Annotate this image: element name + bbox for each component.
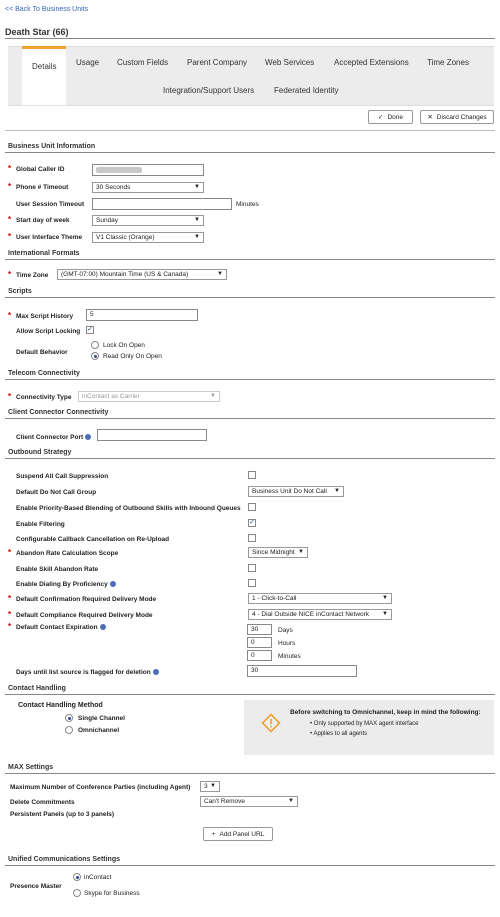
add-panel-url-button[interactable] [203,827,273,841]
connectivity-type-select[interactable] [78,391,220,402]
section-heading-max: MAX Settings [8,764,54,771]
skill-abandon-label: Enable Skill Abandon Rate [16,566,99,573]
session-timeout-input[interactable] [92,198,232,210]
abandon-scope-select[interactable] [248,547,308,558]
info-icon[interactable] [153,669,159,675]
phone-timeout-select[interactable] [92,182,204,193]
incontact-radio[interactable] [73,873,81,881]
start-day-label: Start day of week [16,217,70,224]
phone-timeout-value: 30 Seconds [96,184,131,191]
chevron-down-icon: ▼ [210,393,216,399]
presence-master-label: Presence Master [10,883,62,890]
section-heading-international: International Formats [8,250,80,257]
dialing-proficiency-label [16,581,116,588]
section-heading-outbound: Outbound Strategy [8,449,72,456]
days-label: Days [278,627,293,634]
required-marker: * [8,270,12,279]
persistent-panels-label: Persistent Panels (up to 3 panels) [10,811,115,818]
section-divider [5,865,495,866]
chevron-down-icon: ▼ [194,234,200,240]
page-title: Death Star (66) [5,27,69,37]
skype-label: Skype for Business [84,890,140,897]
note-item-text: Only supported by MAX agent interface [313,721,419,727]
section-divider [5,152,495,153]
compliance-mode-select[interactable] [248,609,392,620]
skype-radio[interactable] [73,889,81,897]
tab-usage[interactable]: Usage [76,58,100,67]
section-divider [5,259,495,260]
redacted-value [96,167,142,173]
info-icon[interactable] [100,624,106,630]
read-only-on-open-label: Read Only On Open [103,353,162,360]
section-heading-uc: Unified Communications Settings [8,856,121,863]
list-source-text: Days until list source is flagged for deletion [16,669,151,676]
chevron-down-icon: ▼ [194,184,200,190]
section-divider [5,297,495,298]
client-connector-port-input[interactable] [97,429,207,441]
read-only-on-open-radio[interactable] [91,352,99,360]
abandon-scope-value: Since Midnight [252,549,295,556]
done-button[interactable]: ✓ Done [368,110,413,124]
dialing-proficiency-checkbox[interactable] [248,579,256,587]
chevron-down-icon: ▼ [382,611,388,617]
info-icon[interactable] [85,434,91,440]
conference-parties-value: 3 [204,783,208,790]
client-connector-port-label [16,434,91,441]
tab-custom-fields[interactable]: Custom Fields [117,58,169,67]
enable-filtering-checkbox[interactable]: ✓ [249,519,255,526]
omnichannel-label: Omnichannel [78,727,120,734]
phone-timeout-label: Phone # Timeout [16,184,69,191]
confirm-mode-value: 1 - Click-to-Call [252,595,297,602]
info-icon[interactable] [110,581,116,587]
required-marker: * [8,164,12,173]
close-icon: ✕ [427,114,433,121]
dnc-group-select[interactable] [248,486,344,497]
section-divider [5,773,495,774]
section-heading-contact-handling: Contact Handling [8,685,66,692]
max-script-history-input[interactable]: 5 [86,309,198,321]
section-heading-business-unit: Business Unit Information [8,143,96,150]
suspend-suppression-label: Suspend All Call Suppression [16,473,109,480]
plus-icon: + [211,830,216,838]
tab-time-zones[interactable]: Time Zones [427,58,469,67]
required-marker: * [8,311,12,320]
abandon-scope-label: Abandon Rate Calculation Scope [16,550,119,557]
back-link[interactable]: << Back To Business Units [5,6,89,13]
suspend-suppression-checkbox[interactable] [248,471,256,479]
section-divider [5,694,495,695]
delete-commitments-value: Can't Remove [204,798,245,805]
discard-changes-button[interactable]: ✕ Discard Changes [420,110,494,124]
note-title: Before switching to Omnichannel, keep in mind the following: [290,709,481,716]
allow-script-locking-label: Allow Script Locking [16,328,81,335]
expiration-minutes-input[interactable]: 0 [247,650,272,661]
tab-details[interactable]: Details [22,46,66,105]
priority-blending-checkbox[interactable] [248,503,256,511]
chevron-down-icon: ▼ [210,783,216,789]
conference-parties-label: Maximum Number of Conference Parties (including Agent) [10,784,191,791]
required-marker: * [8,622,12,631]
hours-label: Hours [278,640,296,647]
compliance-mode-value: 4 - Dial Outside NICE inContact Network [252,611,370,618]
lock-on-open-label: Lock On Open [103,342,145,349]
required-marker: * [8,215,12,224]
start-day-value: Sunday [96,217,119,224]
connectivity-type-value: inContact as Carrier [82,393,140,400]
add-panel-url-label: Add Panel URL [219,830,265,838]
session-timeout-unit: Minutes [236,201,259,208]
required-marker: * [8,610,12,619]
connectivity-type-label: Connectivity Type [16,394,72,401]
section-heading-client-connector: Client Connector Connectivity [8,409,109,416]
global-caller-id-input[interactable] [92,164,204,176]
time-zone-label: Time Zone [16,272,49,279]
list-source-input[interactable]: 30 [247,665,357,677]
warning-icon [260,712,282,734]
max-script-history-label: Max Script History [16,313,74,320]
tab-accepted-extensions[interactable]: Accepted Extensions [334,58,409,67]
single-channel-label: Single Channel [78,715,125,722]
tab-federated-identity[interactable]: Federated Identity [274,86,339,95]
priority-blending-label: Enable Priority-Based Blending of Outbound Skills with Inbound Queues [16,505,241,512]
theme-select[interactable] [92,232,204,243]
compliance-mode-label: Default Compliance Required Delivery Mode [16,612,153,619]
required-marker: * [8,594,12,603]
chevron-down-icon: ▼ [217,271,223,277]
chevron-down-icon: ▼ [194,217,200,223]
tab-parent-company[interactable]: Parent Company [187,58,248,67]
theme-value: V1 Classic (Orange) [96,234,155,241]
callback-cancel-checkbox[interactable] [248,534,256,542]
chevron-down-icon: ▼ [382,595,388,601]
tabs-bar [8,46,494,106]
allow-script-locking-checkbox[interactable]: ✓ [87,326,93,333]
global-caller-id-label: Global Caller ID [16,166,65,173]
client-connector-port-text: Client Connector Port [16,434,84,441]
title-divider [5,38,495,39]
note-item-text: Applies to all agents [313,731,368,737]
tab-web-services[interactable]: Web Services [265,58,315,67]
section-divider [5,418,495,419]
note-item: • Applies to all agents [310,731,368,737]
chevron-down-icon: ▼ [334,488,340,494]
actions-divider [5,130,495,131]
session-timeout-label: User Session Timeout [16,201,85,208]
enable-filtering-label: Enable Filtering [16,521,65,528]
section-heading-scripts: Scripts [8,288,32,295]
required-marker: * [8,232,12,241]
lock-on-open-radio[interactable] [91,341,99,349]
minutes-label: Minutes [278,653,301,660]
contact-expiration-label [16,624,106,631]
section-heading-telecom: Telecom Connectivity [8,370,80,377]
section-divider [5,458,495,459]
list-source-label [16,669,159,676]
conference-parties-select[interactable] [200,781,220,792]
chevron-down-icon: ▼ [288,798,294,804]
default-behavior-label: Default Behavior [16,349,68,356]
section-divider [5,379,495,380]
required-marker: * [8,182,12,191]
incontact-label: inContact [84,874,112,881]
dnc-group-label: Default Do Not Call Group [16,489,97,496]
note-item: • Only supported by MAX agent interface [310,721,419,727]
start-day-select[interactable] [92,215,204,226]
confirm-mode-select[interactable] [248,593,392,604]
dialing-proficiency-text: Enable Dialing By Proficiency [16,581,108,588]
expiration-hours-input[interactable]: 0 [247,637,272,648]
time-zone-select[interactable] [57,269,227,280]
tab-integration-support-users[interactable]: Integration/Support Users [163,86,255,95]
confirm-mode-label: Default Confirmation Required Delivery Mode [16,596,157,603]
contact-expiration-text: Default Contact Expiration [16,624,98,631]
required-marker: * [8,548,12,557]
delete-commitments-label: Delete Commitments [10,799,75,806]
skill-abandon-checkbox[interactable] [248,564,256,572]
delete-commitments-select[interactable] [200,796,298,807]
contact-handling-method-label: Contact Handling Method [18,702,103,709]
single-channel-radio[interactable] [65,714,73,722]
check-icon: ✓ [378,114,384,121]
time-zone-value: (GMT-07:00) Mountain Time (US & Canada) [61,271,189,278]
expiration-days-input[interactable]: 30 [247,624,272,635]
required-marker: * [8,392,12,401]
omnichannel-note [244,700,494,755]
callback-cancel-label: Configurable Callback Cancellation on Re-Upload [16,536,170,543]
dnc-group-value: Business Unit Do Not Call [252,488,327,495]
chevron-down-icon: ▼ [298,549,304,555]
omnichannel-radio[interactable] [65,726,73,734]
theme-label: User Interface Theme [16,234,83,241]
